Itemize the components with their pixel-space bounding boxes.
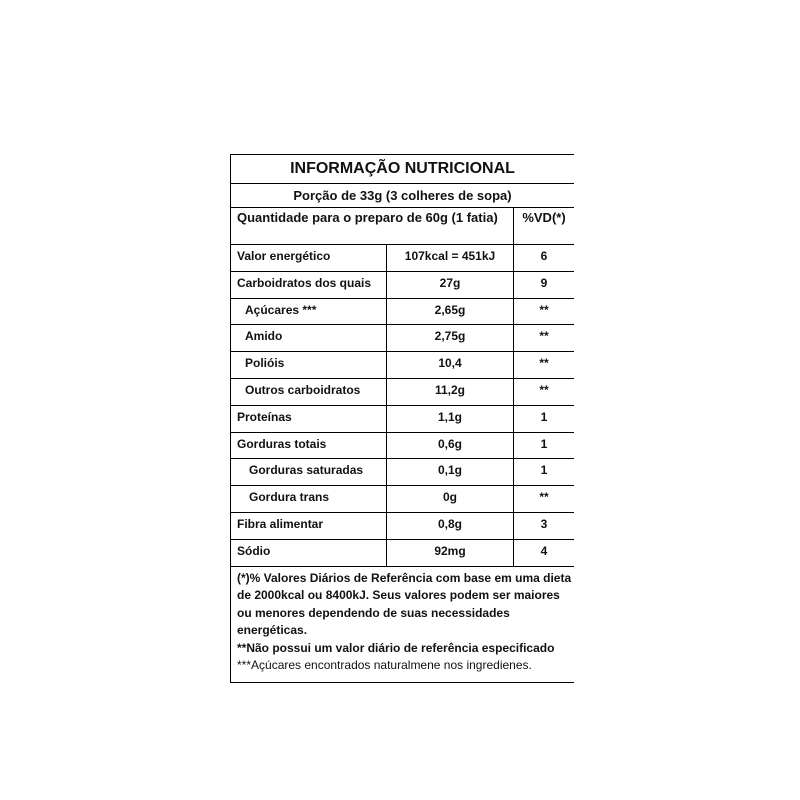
table-row	[231, 379, 574, 406]
nutrient-vd: **	[539, 356, 549, 371]
nutrient-vd: 3	[540, 516, 548, 531]
table-row	[231, 486, 574, 513]
nutrient-amount: 27g	[387, 272, 514, 298]
nutrient-name: Gorduras totais	[231, 433, 387, 459]
footnotes	[231, 567, 574, 682]
quantity-header: Quantidade para o preparo de 60g (1 fatia)	[231, 208, 514, 244]
table-row	[231, 325, 574, 352]
table-row	[231, 406, 574, 433]
nutrient-vd: **	[539, 302, 549, 317]
vd-footnote: (*)% Valores Diários de Referência com base em uma dieta de 2000kcal ou 8400kJ. Seus valores podem ser maiores ou menores dependendo de suas necessidades energéticas.	[237, 570, 572, 638]
nutrient-amount: 0,6g	[387, 433, 514, 459]
nutrient-vd: **	[539, 329, 549, 344]
nutrient-vd: 1	[540, 436, 548, 451]
table-row	[231, 272, 574, 299]
nutrient-amount: 11,2g	[387, 379, 514, 405]
nutrient-name: Proteínas	[231, 406, 387, 432]
table-row	[231, 513, 574, 540]
nutrient-amount: 2,65g	[387, 299, 514, 325]
nutrient-amount: 0g	[387, 486, 514, 512]
nutrient-name: Amido	[231, 325, 387, 351]
nutrient-vd: **	[539, 490, 549, 505]
table-row	[231, 540, 574, 567]
nutrient-amount: 10,4	[387, 352, 514, 378]
table-row	[231, 352, 574, 379]
nutrition-facts-table	[230, 154, 574, 683]
nutrient-name: Valor energético	[231, 245, 387, 271]
vd-header: %VD(*)	[522, 210, 566, 225]
no-reference-footnote: **Não possui um valor diário de referência especificado	[237, 640, 555, 655]
nutrient-name: Gorduras saturadas	[231, 459, 387, 485]
table-row	[231, 459, 574, 486]
nutrient-name: Açúcares ***	[231, 299, 387, 325]
nutrient-vd: **	[539, 382, 549, 397]
nutrient-name: Carboidratos dos quais	[231, 272, 387, 298]
table-title: INFORMAÇÃO NUTRICIONAL	[231, 155, 574, 184]
nutrient-amount: 1,1g	[387, 406, 514, 432]
nutrient-name: Fibra alimentar	[231, 513, 387, 539]
table-header	[231, 208, 574, 245]
nutrient-name: Gordura trans	[231, 486, 387, 512]
nutrient-vd: 4	[540, 543, 548, 558]
nutrient-amount: 0,8g	[387, 513, 514, 539]
sugar-footnote: ***Açúcares encontrados naturalmene nos ingredienes.	[237, 658, 532, 673]
nutrient-vd: 9	[540, 275, 548, 290]
nutrient-amount: 2,75g	[387, 325, 514, 351]
nutrient-amount: 107kcal = 451kJ	[387, 245, 514, 271]
nutrient-vd: 6	[540, 249, 548, 263]
table-row	[231, 245, 574, 272]
nutrient-name: Sódio	[231, 540, 387, 566]
table-row	[231, 299, 574, 326]
nutrient-vd: 1	[540, 409, 548, 424]
nutrient-amount: 0,1g	[387, 459, 514, 485]
nutrient-name: Outros carboidratos	[231, 379, 387, 405]
nutrient-amount: 92mg	[387, 540, 514, 566]
nutrient-vd: 1	[540, 463, 548, 478]
nutrient-name: Polióis	[231, 352, 387, 378]
table-row	[231, 433, 574, 460]
portion-size: Porção de 33g (3 colheres de sopa)	[231, 184, 574, 208]
